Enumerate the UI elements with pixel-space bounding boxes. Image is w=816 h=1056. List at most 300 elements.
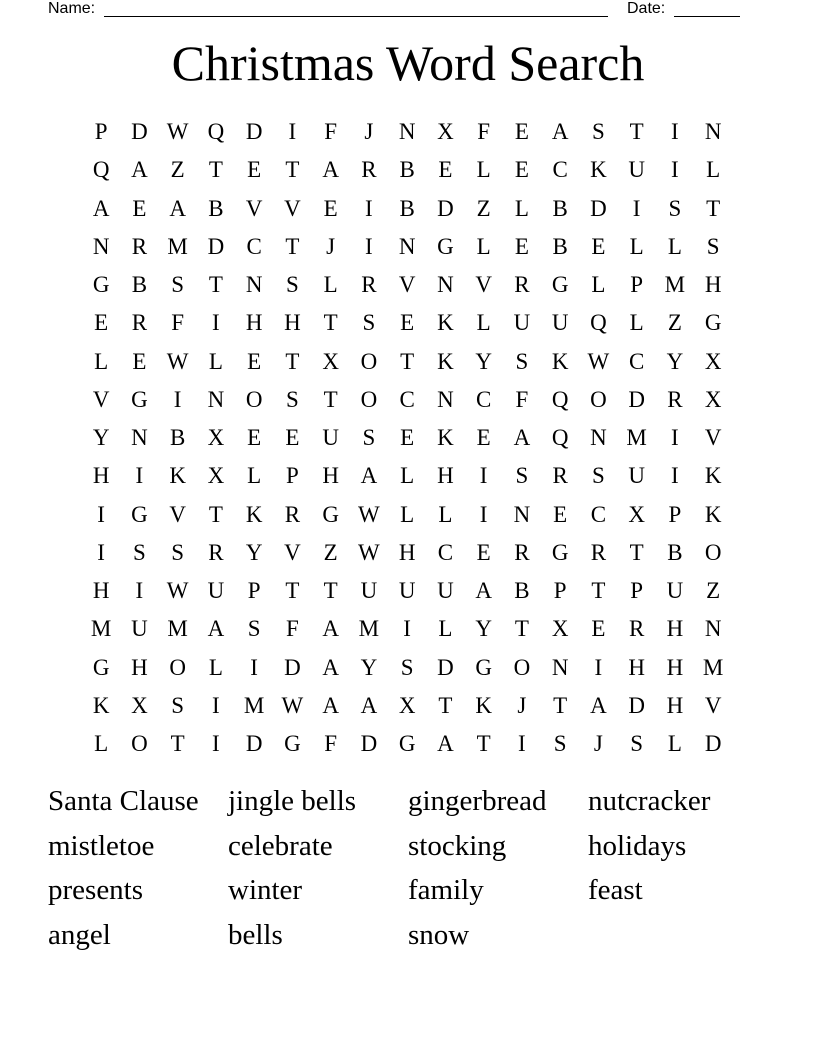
grid-letter: L [94,348,109,374]
name-label: Name: [48,0,96,17]
grid-letter: A [513,425,531,451]
grid-letter: S [171,539,185,565]
grid-letter: P [94,119,108,145]
grid-letter: G [437,233,454,259]
grid-letter: G [284,731,301,757]
grid-letter: S [553,731,567,757]
grid-letter: J [517,692,527,718]
grid-letter: U [666,578,684,604]
grid-letter: S [285,272,299,298]
word-list-item: stocking [408,829,507,862]
word-list-item: family [408,874,484,907]
word-list-item: gingerbread [408,785,547,817]
grid-letter: A [360,692,378,718]
grid-letter: M [167,233,188,259]
grid-letter: Q [590,310,607,336]
grid-letter: I [594,654,603,680]
grid-letter: T [514,616,529,642]
grid-letter: K [704,463,722,489]
grid-letter: D [704,731,722,757]
grid-letter: E [514,233,529,259]
grid-letter: D [131,119,148,145]
grid-letter: X [207,425,225,451]
grid-letter: T [629,539,644,565]
grid-letter: O [704,539,722,565]
grid-letter: K [169,463,186,489]
grid-letter: L [400,501,415,527]
grid-letter: I [479,501,488,527]
grid-letter: T [323,310,338,336]
grid-letter: M [90,616,112,642]
grid-letter: I [135,578,144,604]
grid-letter: N [590,425,607,451]
grid-letter: U [207,578,225,604]
grid-letter: G [131,386,148,412]
grid-letter: R [208,539,224,565]
grid-letter: Z [476,195,491,221]
grid-letter: R [284,501,301,527]
page-title: Christmas Word Search [171,35,645,91]
grid-letter: I [212,310,220,336]
word-list-item: presents [48,874,144,907]
grid-letter: D [437,195,454,221]
grid-letter: F [324,731,338,757]
date-blank-line [674,16,740,17]
grid-letter: N [398,233,416,259]
grid-letter: O [360,348,378,374]
grid-letter: N [551,654,569,680]
grid-letter: P [630,578,644,604]
grid-letter: L [476,310,491,336]
grid-letter: Y [92,425,110,451]
grid-letter: C [399,386,415,412]
grid-letter: W [358,539,380,565]
grid-letter: X [704,386,722,412]
grid-letter: L [667,731,682,757]
grid-letter: L [706,157,721,183]
grid-letter: X [704,348,722,374]
grid-letter: E [323,195,338,221]
grid-letter: R [361,272,377,298]
grid-letter: B [399,195,415,221]
grid-letter: B [514,578,530,604]
grid-letter: U [513,310,531,336]
grid-letter: H [704,272,722,298]
grid-letter: T [208,157,223,183]
grid-letter: L [208,654,223,680]
grid-letter: N [437,272,454,298]
grid-letter: I [250,654,258,680]
grid-letter: Y [475,348,492,374]
grid-letter: O [590,386,607,412]
grid-letter: R [552,463,568,489]
grid-letter: U [322,425,339,451]
grid-letter: L [667,233,682,259]
grid-letter: O [360,386,378,412]
grid-letter: U [437,578,454,604]
grid-letter: T [285,348,300,374]
grid-letter: W [281,692,304,718]
date-label: Date: [627,0,666,17]
grid-letter: L [438,501,453,527]
grid-letter: Y [245,539,263,565]
grid-letter: M [702,654,724,680]
grid-letter: V [704,692,722,718]
grid-letter: E [94,310,109,336]
word-list-item: nutcracker [588,785,711,817]
grid-letter: H [666,616,684,642]
grid-letter: G [551,272,569,298]
grid-letter: R [514,539,530,565]
grid-letter: V [169,501,186,527]
grid-letter: I [288,119,297,145]
grid-letter: X [322,348,339,374]
grid-letter: N [245,272,263,298]
grid-letter: E [476,539,491,565]
grid-letter: B [131,272,148,298]
grid-letter: I [403,616,411,642]
grid-letter: E [438,157,453,183]
grid-letter: K [475,692,492,718]
grid-letter: L [476,157,491,183]
grid-letter: L [208,348,223,374]
grid-letter: Q [551,425,569,451]
grid-letter: H [92,463,110,489]
grid-letter: A [322,692,339,718]
grid-letter: W [587,348,610,374]
grid-letter: T [323,386,338,412]
grid-letter: T [208,272,223,298]
grid-letter: P [630,272,644,298]
grid-letter: Q [92,157,110,183]
grid-letter: L [247,463,262,489]
grid-letter: U [551,310,569,336]
grid-letter: M [243,692,265,718]
grid-letter: I [212,692,220,718]
grid-letter: N [398,119,416,145]
grid-letter: S [285,386,299,412]
grid-letter: H [398,539,416,565]
grid-letter: R [131,233,148,259]
word-list-item: jingle bells [228,785,357,817]
grid-letter: T [323,578,338,604]
grid-letter: F [477,119,491,145]
grid-letter: C [475,386,492,412]
grid-letter: S [247,616,261,642]
grid-letter: K [437,310,454,336]
grid-letter: F [171,310,185,336]
grid-letter: E [400,310,415,336]
grid-letter: V [284,195,301,221]
grid-letter: R [361,157,377,183]
grid-letter: M [626,425,647,451]
grid-letter: A [322,616,339,642]
grid-letter: T [629,119,644,145]
word-list-item: angel [48,919,111,952]
grid-letter: E [591,616,606,642]
word-list-item: bells [228,919,283,952]
grid-letter: H [131,654,148,680]
grid-letter: E [247,157,262,183]
grid-letter: J [593,731,603,757]
grid-letter: B [667,539,683,565]
grid-letter: M [664,272,686,298]
word-list-item: mistletoe [48,829,155,862]
grid-letter: N [92,233,110,259]
grid-letter: L [476,233,491,259]
grid-letter: T [170,731,185,757]
grid-letter: O [245,386,263,412]
grid-letter: B [399,157,415,183]
word-list-item: Santa Clause [48,785,199,817]
grid-letter: O [131,731,148,757]
grid-letter: A [322,157,339,183]
grid-letter: J [364,119,374,145]
grid-letter: C [628,348,645,374]
grid-letter: A [169,195,186,221]
grid-letter: G [551,539,569,565]
grid-letter: N [437,386,454,412]
grid-letter: N [207,386,225,412]
grid-letter: O [513,654,531,680]
grid-letter: U [360,578,378,604]
grid-letter: H [666,692,684,718]
grid-letter: E [247,348,262,374]
grid-letter: K [92,692,110,718]
grid-letter: E [132,195,147,221]
grid-letter: B [552,195,568,221]
grid-letter: P [553,578,567,604]
grid-letter: G [475,654,492,680]
grid-letter: D [360,731,378,757]
grid-letter: X [131,692,148,718]
grid-letter: N [704,616,722,642]
grid-letter: G [704,310,722,336]
grid-letter: I [671,157,679,183]
word-list-item: celebrate [228,829,333,862]
grid-letter: N [131,425,148,451]
grid-letter: G [131,501,148,527]
grid-letter: L [400,463,415,489]
grid-letter: J [326,233,336,259]
grid-letter: E [400,425,415,451]
grid-letter: W [166,578,189,604]
grid-letter: D [207,233,225,259]
grid-letter: L [629,233,644,259]
grid-letter: K [437,348,454,374]
grid-letter: S [591,463,605,489]
grid-letter: Y [360,654,378,680]
grid-letter: Z [706,578,721,604]
grid-letter: I [135,463,144,489]
grid-letter: S [362,425,376,451]
grid-letter: T [706,195,721,221]
grid-letter: I [173,386,182,412]
grid-letter: R [131,310,148,336]
grid-letter: B [169,425,186,451]
grid-letter: I [97,539,105,565]
grid-letter: T [208,501,223,527]
grid-letter: R [514,272,530,298]
grid-letter: L [514,195,529,221]
grid-letter: R [628,616,645,642]
grid-letter: K [704,501,722,527]
grid-letter: K [437,425,454,451]
grid-letter: K [245,501,263,527]
grid-letter: V [284,539,301,565]
grid-letter: L [591,272,606,298]
grid-letter: E [285,425,300,451]
grid-letter: Z [323,539,338,565]
grid-letter: X [628,501,645,527]
grid-letter: N [704,119,722,145]
grid-letter: Y [475,616,492,642]
grid-letter: G [322,501,339,527]
grid-letter: T [591,578,606,604]
grid-letter: S [400,654,414,680]
grid-letter: W [358,501,380,527]
grid-letter: E [132,348,147,374]
grid-letter: S [171,692,185,718]
grid-letter: P [247,578,261,604]
grid-letter: Z [170,157,185,183]
grid-letter: A [360,463,378,489]
grid-letter: S [362,310,376,336]
grid-letter: Q [551,386,569,412]
grid-letter: W [166,348,189,374]
grid-letter: A [475,578,492,604]
grid-letter: L [323,272,338,298]
grid-letter: C [437,539,454,565]
grid-letter: B [552,233,568,259]
grid-letter: S [591,119,605,145]
worksheet-header [0,0,816,22]
grid-letter: R [667,386,683,412]
grid-letter: H [245,310,263,336]
grid-letter: G [92,272,110,298]
grid-letter: U [628,157,645,183]
grid-letter: X [398,692,416,718]
grid-letter: S [515,348,529,374]
grid-letter: S [706,233,720,259]
grid-letter: V [245,195,263,221]
grid-letter: I [671,425,679,451]
grid-letter: D [284,654,301,680]
grid-letter: L [438,616,453,642]
grid-letter: T [400,348,415,374]
name-blank-line [104,16,608,17]
grid-letter: T [285,233,300,259]
grid-letter: X [551,616,569,642]
grid-letter: A [437,731,454,757]
grid-letter: H [322,463,339,489]
grid-letter: E [591,233,606,259]
letter-grid [82,113,732,763]
grid-letter: D [245,119,263,145]
grid-letter: O [169,654,186,680]
grid-letter: I [518,731,526,757]
grid-letter: V [704,425,722,451]
grid-letter: U [628,463,645,489]
grid-letter: U [398,578,416,604]
grid-letter: C [590,501,607,527]
grid-letter: Y [666,348,684,374]
grid-letter: X [437,119,454,145]
grid-letter: H [284,310,301,336]
grid-letter: I [479,463,488,489]
grid-letter: D [628,692,645,718]
grid-letter: G [398,731,416,757]
grid-letter: I [365,195,373,221]
grid-letter: E [476,425,491,451]
grid-letter: A [207,616,225,642]
grid-letter: R [590,539,607,565]
word-list-item: feast [588,874,643,907]
grid-letter: T [438,692,453,718]
grid-letter: S [171,272,185,298]
grid-letter: A [590,692,607,718]
grid-letter: A [322,654,339,680]
grid-letter: I [671,119,679,145]
grid-letter: S [515,463,529,489]
grid-letter: U [131,616,148,642]
grid-letter: S [132,539,146,565]
grid-letter: D [628,386,645,412]
grid-letter: V [92,386,110,412]
grid-letter: A [131,157,148,183]
grid-letter: A [551,119,569,145]
grid-letter: E [553,501,568,527]
word-list-item: snow [408,919,470,952]
grid-letter: T [285,157,300,183]
grid-letter: P [285,463,299,489]
grid-letter: H [628,654,645,680]
word-list-item: holidays [588,829,687,862]
grid-letter: K [590,157,607,183]
grid-letter: C [246,233,262,259]
grid-letter: D [437,654,454,680]
grid-letter: X [207,463,225,489]
grid-letter: H [666,654,684,680]
grid-letter: D [590,195,607,221]
grid-letter: H [92,578,110,604]
grid-letter: K [551,348,569,374]
grid-letter: F [324,119,338,145]
word-list-item: winter [228,874,303,907]
grid-letter: M [358,616,380,642]
grid-letter: H [437,463,454,489]
grid-letter: P [668,501,682,527]
grid-letter: I [97,501,105,527]
grid-letter: I [365,233,373,259]
grid-letter: E [514,119,529,145]
grid-letter: Q [207,119,225,145]
grid-letter: E [247,425,262,451]
grid-letter: N [513,501,531,527]
grid-letter: D [245,731,263,757]
grid-letter: T [285,578,300,604]
grid-letter: E [514,157,529,183]
grid-letter: I [671,463,679,489]
grid-letter: G [92,654,110,680]
grid-letter: F [285,616,299,642]
grid-letter: M [167,616,188,642]
grid-letter: C [552,157,568,183]
grid-letter: F [515,386,529,412]
grid-letter: I [212,731,220,757]
grid-letter: V [475,272,492,298]
grid-letter: W [166,119,189,145]
